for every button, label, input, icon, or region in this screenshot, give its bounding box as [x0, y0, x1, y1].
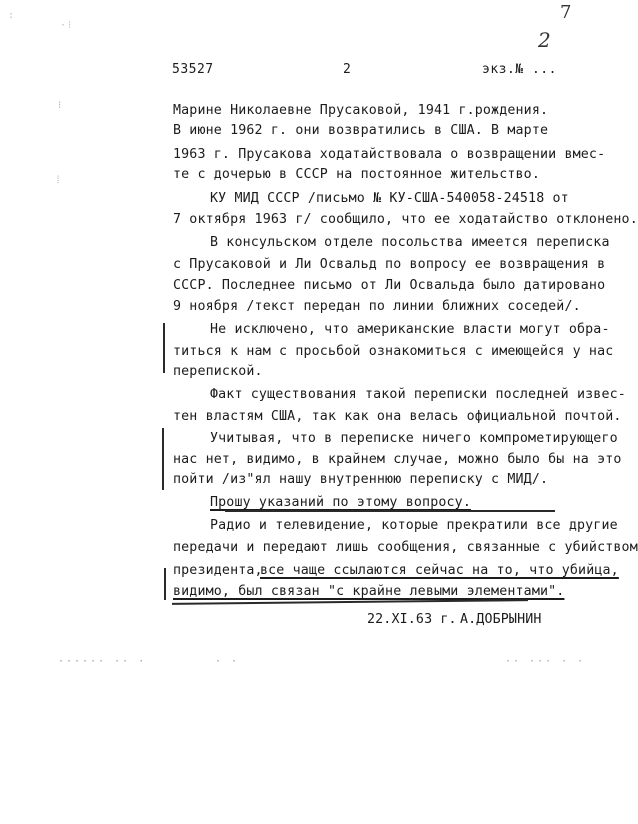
body-line-underlined: все чаще ссылаются сейчас на то, что убийца, — [260, 563, 619, 578]
body-line: Факт существования такой переписки последней извес- — [210, 387, 626, 402]
body-line: КУ МИД СССР /письмо № КУ-США-540058-24518 от — [210, 191, 569, 206]
body-line: В июне 1962 г. они возвратились в США. В марте — [173, 123, 549, 138]
margin-bracket-mark — [164, 568, 166, 600]
body-line: СССР. Последнее письмо от Ли Освальда было датировано — [173, 278, 606, 293]
copy-label: экз.№ ... — [482, 62, 557, 77]
scan-noise-footer: ·· ··· · · — [505, 656, 586, 667]
body-line: 9 ноября /текст передан по линии ближних соседей/. — [173, 299, 581, 314]
signature-name: А.ДОБРЫНИН — [460, 612, 542, 627]
body-line: президента, — [173, 563, 263, 578]
body-line: те с дочерью в СССР на постоянное жительство. — [173, 167, 540, 182]
body-line: 7 октября 1963 г/ сообщило, что ее ходатайство отклонено. — [173, 212, 638, 227]
scan-noise-left: ⁝ — [58, 100, 64, 111]
body-line: тен властям США, так как она велась официальной почтой. — [173, 409, 622, 424]
body-line: передачи и передают лишь сообщения, связанные с убийством — [173, 540, 638, 555]
page-number: 2 — [343, 62, 352, 77]
scan-noise-footer: ······ ·· · — [58, 656, 147, 667]
body-line: Марине Николаевне Прусаковой, 1941 г.рождения. — [173, 103, 549, 118]
margin-bracket-mark — [163, 323, 165, 373]
scan-noise-left: : — [8, 10, 17, 21]
signature-date: 22.XI.63 г. — [367, 612, 457, 627]
underline-stroke — [225, 510, 555, 512]
document-number: 53527 — [172, 62, 214, 77]
body-line: Учитывая, что в переписке ничего компрометирующего — [210, 431, 618, 446]
margin-bracket-mark — [162, 428, 164, 490]
handwritten-corner-mark: 7 — [560, 2, 572, 23]
handwritten-copy-number: 2 — [538, 28, 551, 52]
scan-noise-left: ⁞ — [55, 175, 64, 186]
body-line: титься к нам с просьбой ознакомиться с имеющейся у нас — [173, 344, 614, 359]
body-line: Не исключено, что американские власти могут обра- — [210, 322, 610, 337]
body-line: В консульском отделе посольства имеется переписка — [210, 235, 610, 250]
body-line: нас нет, видимо, в крайнем случае, можно было бы на это — [173, 452, 622, 467]
body-line-underlined: Прошу указаний по этому вопросу. — [210, 495, 471, 510]
body-line: 1963 г. Прусакова ходатайствовала о возвращении вмес- — [173, 147, 606, 162]
body-line: перепиской. — [173, 364, 263, 379]
body-line: пойти /из"ял нашу внутреннюю переписку с МИД/. — [173, 472, 549, 487]
body-line: Радио и телевидение, которые прекратили все другие — [210, 518, 618, 533]
scan-noise-footer: · · — [215, 656, 240, 667]
body-line: с Прусаковой и Ли Освальд по вопросу ее возвращения в — [173, 257, 606, 272]
scan-noise-left: ·⁝ — [60, 20, 74, 31]
body-line-underlined: видимо, был связан "с крайне левыми элементами". — [173, 584, 565, 599]
